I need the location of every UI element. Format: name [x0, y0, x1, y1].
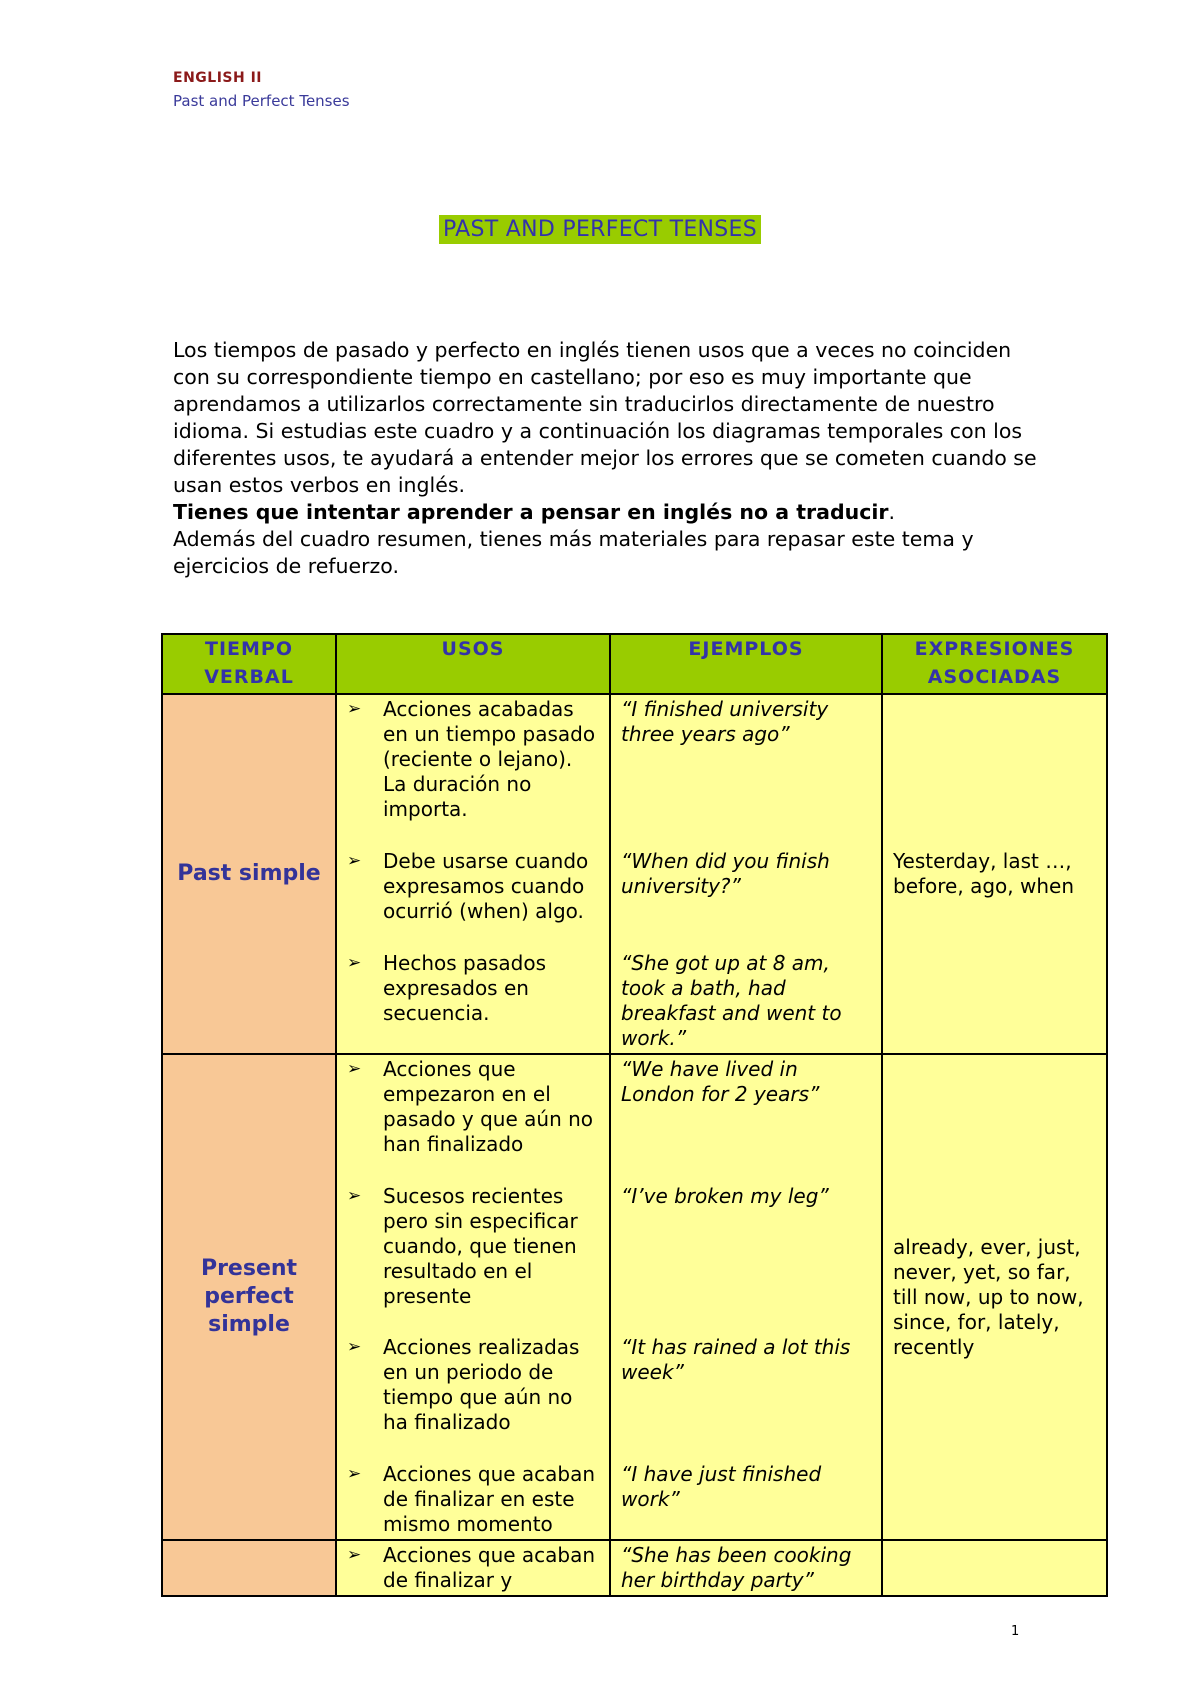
- intro-bold-text: Tienes que intentar aprender a pensar en inglés no a traducir: [173, 500, 889, 524]
- list-item: [337, 1333, 609, 1460]
- arrow-bullet-icon: ➢: [347, 1186, 362, 1206]
- example-text: “I finished university three years ago”: [621, 697, 829, 746]
- header-ejemplos: EJEMPLOS: [610, 634, 882, 694]
- uso-text: Acciones acabadas en un tiempo pasado (reciente o lejano). La duración no importa.: [383, 697, 596, 821]
- example-text: “It has rained a lot this week”: [621, 1335, 851, 1384]
- ejemplos-cell: [610, 1540, 882, 1596]
- example-text: “I have just finished work”: [621, 1462, 822, 1511]
- tense-name: [162, 1540, 336, 1596]
- intro-after-text: Además del cuadro resumen, tienes más materiales para repasar este tema y ejercicios de refuerzo.: [173, 527, 974, 578]
- expresiones-text: Yesterday, last …, before, ago, when: [893, 849, 1074, 898]
- example-text: “She got up at 8 am, took a bath, had breakfast and went to work.”: [621, 951, 842, 1050]
- example-text: “We have lived in London for 2 years”: [621, 1057, 820, 1106]
- intro-paragraph: [173, 337, 1053, 580]
- arrow-bullet-icon: ➢: [347, 953, 362, 973]
- arrow-bullet-icon: ➢: [347, 1059, 362, 1079]
- usos-cell: [336, 1540, 610, 1596]
- title-wrapper: [0, 215, 1200, 244]
- list-item: [337, 1055, 609, 1182]
- uso-text: Acciones realizadas en un periodo de tiempo que aún no ha finalizado: [383, 1335, 580, 1434]
- intro-emphasis-line: [173, 499, 1053, 526]
- table-row: [162, 1540, 1107, 1596]
- ejemplos-cell: [610, 1054, 882, 1540]
- table-header-row: [162, 634, 1107, 694]
- uso-text: Acciones que acaban de finalizar y: [383, 1543, 596, 1592]
- intro-bold-end: .: [888, 500, 896, 524]
- list-item: [337, 695, 609, 847]
- example-text: “She has been cooking her birthday party”: [621, 1543, 852, 1592]
- list-item: [337, 1182, 609, 1333]
- uso-text: Hechos pasados expresados en secuencia.: [383, 951, 547, 1025]
- expresiones-cell: [882, 694, 1107, 1054]
- header-course-title: ENGLISH II: [173, 70, 262, 86]
- tenses-table: [161, 633, 1108, 1597]
- page-number: 1: [1011, 1624, 1020, 1639]
- intro-text: Los tiempos de pasado y perfecto en inglés tienen usos que a veces no coinciden con su correspondiente tiempo en castellano; por eso es muy importante que aprendamos a utilizarlos correctamente sin traducirlos directamente de nuestro idioma. Si estudias este cuadro y a continuación los diagramas temporales con los diferentes usos, te ayudará a entender mejor los errores que se cometen cuando se usan estos verbos en inglés.: [173, 338, 1037, 497]
- expresiones-cell: [882, 1540, 1107, 1596]
- list-item: [337, 847, 609, 949]
- usos-cell: [336, 1054, 610, 1540]
- arrow-bullet-icon: ➢: [347, 1337, 362, 1357]
- header-subtitle: Past and Perfect Tenses: [173, 92, 350, 110]
- document-title: PAST AND PERFECT TENSES: [439, 215, 761, 244]
- tense-name: Past simple: [162, 694, 336, 1054]
- table-row: [162, 694, 1107, 1054]
- arrow-bullet-icon: ➢: [347, 699, 362, 719]
- arrow-bullet-icon: ➢: [347, 851, 362, 871]
- ejemplos-cell: [610, 694, 882, 1054]
- header-expresiones: EXPRESIONES ASOCIADAS: [882, 634, 1107, 694]
- arrow-bullet-icon: ➢: [347, 1545, 362, 1565]
- arrow-bullet-icon: ➢: [347, 1464, 362, 1484]
- expresiones-text: already, ever, just, never, yet, so far, till now, up to now, since, for, lately, recently: [893, 1234, 1084, 1359]
- list-item: [337, 1460, 609, 1539]
- tense-name: Present perfect simple: [162, 1054, 336, 1540]
- uso-text: Acciones que acaban de finalizar en este mismo momento: [383, 1462, 596, 1536]
- uso-text: Acciones que empezaron en el pasado y que aún no han finalizado: [383, 1057, 594, 1156]
- header-usos: USOS: [336, 634, 610, 694]
- header-tiempo: TIEMPO VERBAL: [162, 634, 336, 694]
- table-row: [162, 1054, 1107, 1540]
- list-item: [337, 1541, 609, 1595]
- usos-cell: [336, 694, 610, 1054]
- uso-text: Sucesos recientes pero sin especificar cuando, que tienen resultado en el presente: [383, 1184, 578, 1308]
- uso-text: Debe usarse cuando expresamos cuando ocurrió (when) algo.: [383, 849, 589, 923]
- list-item: [337, 949, 609, 1028]
- example-text: “When did you finish university?”: [621, 849, 830, 898]
- example-text: “I’ve broken my leg”: [621, 1184, 829, 1208]
- expresiones-cell: [882, 1054, 1107, 1540]
